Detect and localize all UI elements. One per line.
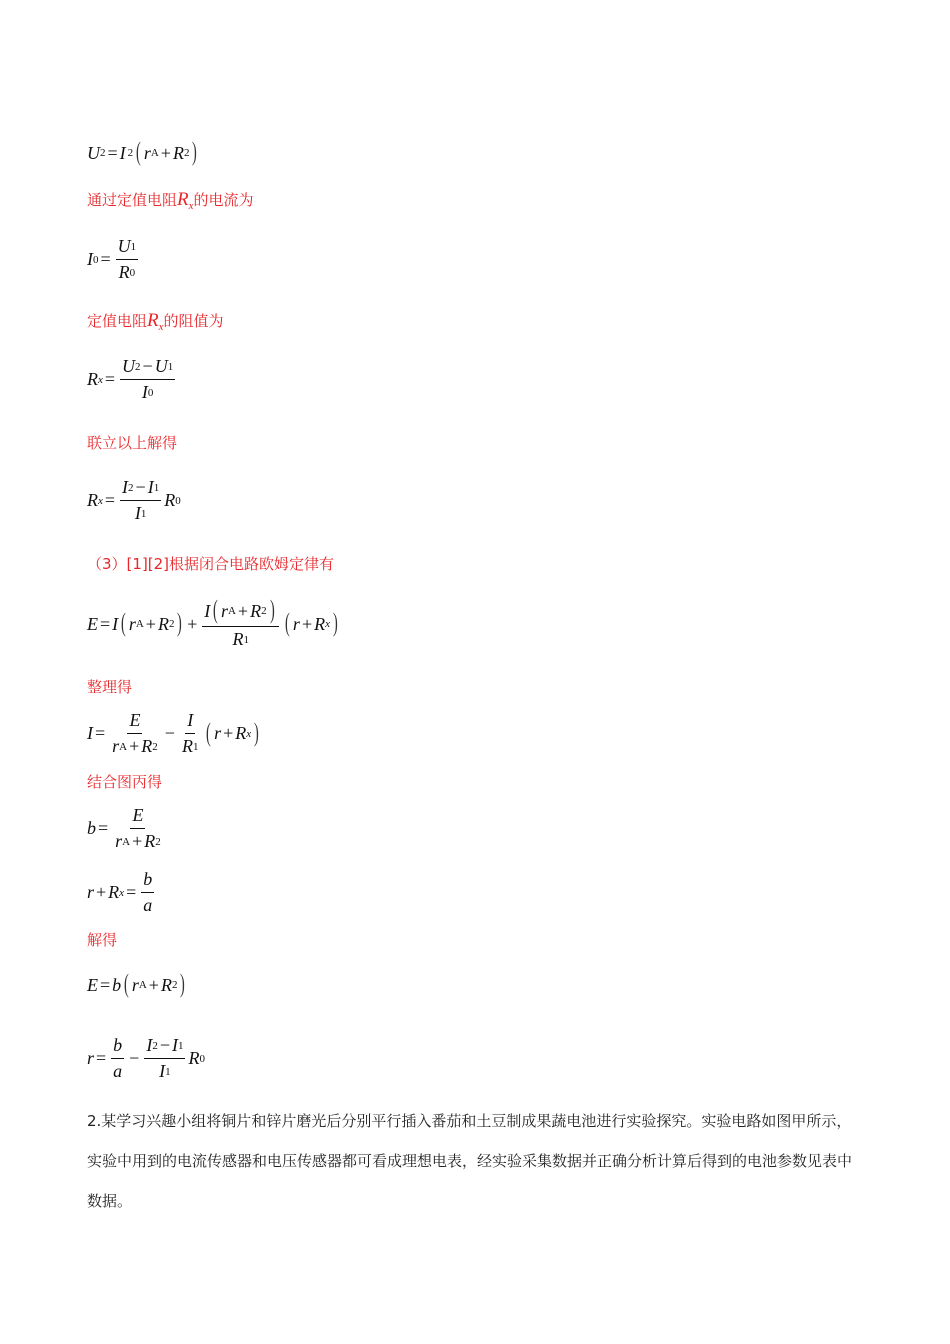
equation-current-i: I = E r A + R 2 − I R 1 ( r + R x ) (87, 710, 259, 756)
problem-2-statement: 2.某学习兴趣小组将铜片和锌片磨光后分别平行插入番茄和土豆制成果蔬电池进行实验探究。实验电路如图甲所示，实验中用到的电流传感器和电压传感器都可看成理想电表，经实验采集数据并正确分析计算后得到的电池参数见表中数据。 (87, 1112, 853, 1210)
equation-emf-full: E = I ( r A + R 2 ) + I ( r A + R 2 ) R 1 ( r + R x ) (87, 595, 338, 649)
equation-emf-result: E = b ( r A + R 2 ) (87, 969, 186, 998)
text-current-through-rx: 通过定值电阻$R_x$的电流为 (87, 189, 254, 212)
equation-b: b = E r A + R 2 (87, 805, 161, 851)
equation-i0: I 0 = U 1 R 0 (87, 236, 137, 282)
equation-u2: U 2 = I 2 ( r A + R 2 ) (87, 137, 198, 166)
text-solve: 解得 (87, 931, 118, 949)
text-combine-figure: 结合图丙得 (87, 773, 163, 791)
equation-rx-voltage: R x = U 2 − U 1 I 0 (87, 356, 174, 402)
text-resistance-rx: 定值电阻$R_x$的阻值为 (87, 310, 224, 333)
text-combine-solve: 联立以上解得 (87, 434, 178, 452)
equation-r-result: r = $\frac{b}{a}$ − I 2 − I 1 I 1 R 0 (87, 1035, 205, 1081)
text-part3-ohms-law: （3）[1][2]根据闭合电路欧姆定律有 (87, 555, 335, 573)
text-rearrange: 整理得 (87, 678, 133, 696)
equation-rx-current: R x = I 2 − I 1 I 1 R 0 (87, 477, 181, 523)
equation-r-plus-rx: r + R x = $\frac{b}{a}$ (87, 869, 153, 915)
